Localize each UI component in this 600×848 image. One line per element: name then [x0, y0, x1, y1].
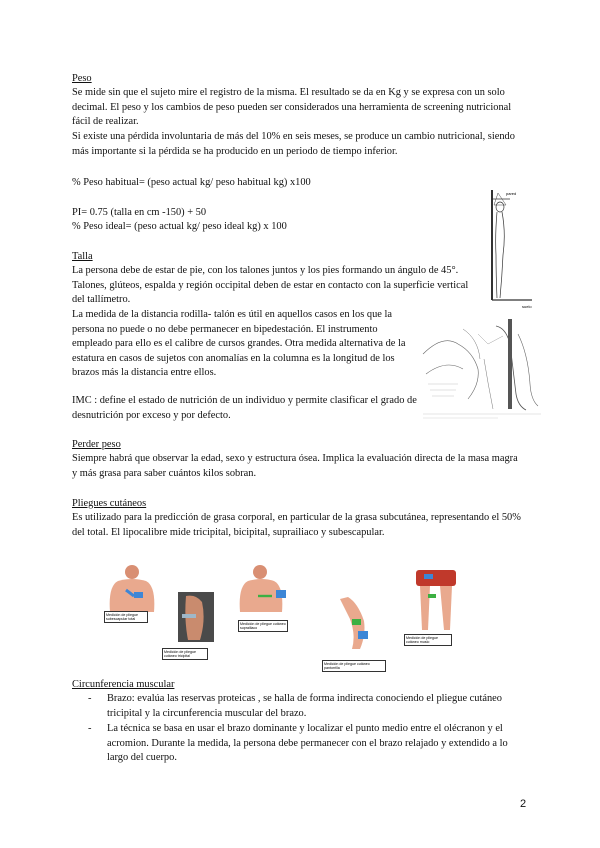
pliegue-suprailiaco-figure — [236, 564, 292, 636]
bullet-tecnica-text: La técnica se basa en usar el brazo dominante y localizar el punto medio entre el olécranon y el acromion. Durante la medida, la persona debe permanecer con el brazo relajado y extendido a lo largo del cuerpo. — [107, 723, 508, 764]
circunferencia-heading: Circunferencia muscular — [72, 679, 175, 690]
label-suprailiaco: Medición de pliegue cutáneo suprailiaco — [238, 620, 288, 632]
talla-paragraph-1: La persona debe de estar de pie, con los talones juntos y los pies formando un ángulo de 45°. Talones, glúteos, espalda y región occipital deben de estar en contacto con la superficie vertical del tallímetro. — [72, 265, 469, 306]
bullet-brazo-text: Brazo: evalúa las reservas proteicas , se halla de forma indirecta conociendo el pliegue cutáneo tricipital y la circunferencia muscular del brazo. — [107, 693, 502, 719]
pliegues-paragraph: Es utilizado para la predicción de grasa corporal, en particular de la grasa subcutánea, representando el 50% del total. El lipocalibre mide tricipital, bicipital, suprailiaco y subescapular. — [72, 512, 521, 538]
label-pantorrilla: Medición de pliegue cutáneo pantorrilla — [322, 660, 386, 672]
label-subescapular: Medición de pliegue subescapular total — [104, 611, 148, 623]
perder-peso-paragraph: Siempre habrá que observar la edad, sexo y estructura ósea. Implica la evaluación directa de la masa magra y más grasa para saber cuántos kilos sobran. — [72, 453, 518, 479]
pliegue-muslo-figure — [404, 566, 464, 646]
talla-heading: Talla — [72, 251, 93, 262]
label-muslo: Medición de pliegue cutáneo muslo — [404, 634, 452, 646]
formula-peso-habitual: % Peso habitual= (peso actual kg/ peso habitual kg) x100 — [72, 177, 311, 188]
suelo-label: suelo — [522, 304, 532, 309]
peso-heading: Peso — [72, 73, 92, 84]
imc-paragraph: IMC : define el estado de nutrición de un individuo y permite clasificar el grado de desnutrición por exceso y por defecto. — [72, 395, 417, 421]
page-number: 2 — [520, 798, 527, 810]
pliegue-subescapular-figure — [104, 562, 162, 624]
pliegue-tricipital-figure — [162, 592, 217, 664]
tallimetro-figure — [470, 185, 540, 310]
bullet-tecnica — [88, 722, 528, 766]
perder-peso-heading: Perder peso — [72, 439, 121, 450]
peso-paragraph-1: Se mide sin que el sujeto mire el registro de la misma. El resultado se da en Kg y se expresa con un solo decimal. El peso y los cambios de peso pueden ser considerados una herramienta de screening nutricional fácil de realizar. — [72, 87, 512, 128]
pliegues-heading: Pliegues cutáneos — [72, 498, 147, 509]
formula-peso-ideal-pi: PI= 0.75 (talla en cm -150) + 50 — [72, 207, 207, 218]
pliegue-pantorrilla-figure — [322, 595, 392, 677]
formula-porcentaje-peso-ideal: % Peso ideal= (peso actual kg/ peso ideal kg) x 100 — [72, 221, 287, 232]
label-tricipital: Medición de pliegue cutáneo tricipital — [162, 648, 208, 660]
talla-paragraph-2: La medida de la distancia rodilla- talón es útil en aquellos casos en los que la persona no puede o no debe permanecer en bipedestación. El instrumento empleado para ello es el calibre de cursos grandes. Otra medida alternativa de la estatura en casos de sujetos con anomalías en la columna es la longitud de los brazos más la distancia entre ellos. — [72, 309, 406, 379]
bullet-dash: - — [88, 723, 92, 734]
pared-label: pared — [506, 191, 517, 196]
bullet-brazo — [88, 692, 528, 722]
knee-height-figure — [418, 314, 546, 426]
peso-paragraph-2: Si existe una pérdida involuntaria de más del 10% en seis meses, se produce un cambio nutricional, siendo más importante si la pérdida se ha producido en un periodo de tiempo inferior. — [72, 131, 515, 157]
bullet-dash: - — [88, 693, 92, 704]
